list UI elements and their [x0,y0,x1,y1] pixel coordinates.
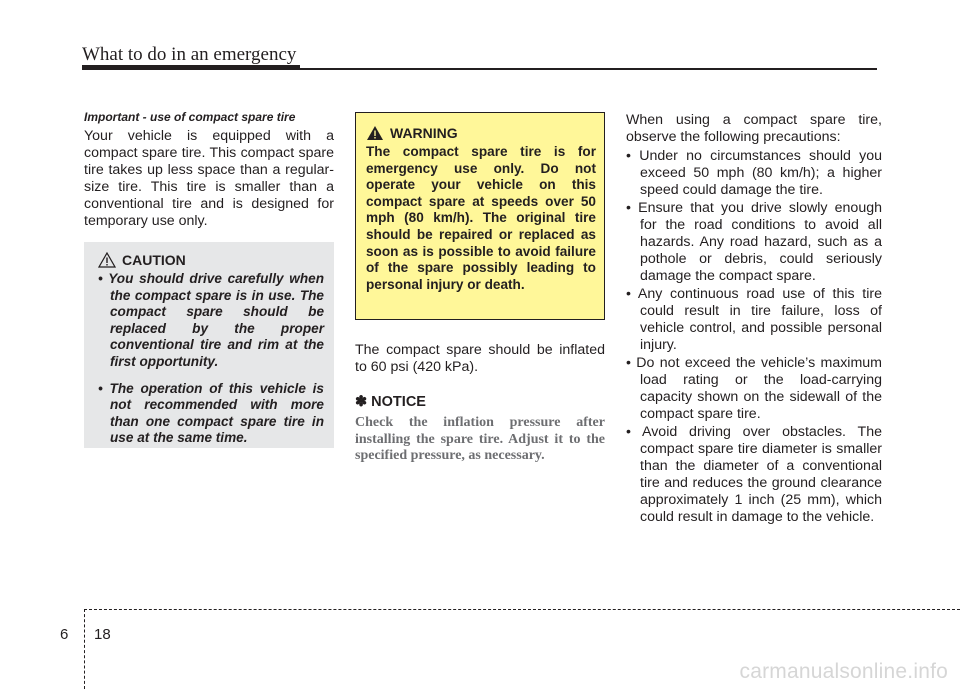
caution-item: • The operation of this vehicle is not recommended with more than one compact spare tire in use at the same time. [98,380,324,446]
caution-title: CAUTION [122,252,186,268]
precautions-list [626,148,882,527]
caution-list [98,271,324,447]
notice-title: ✽ NOTICE [355,394,426,410]
section-number: 6 [60,626,69,643]
precautions-intro: When using a compact spare tire, observe the following precautions: [626,112,882,145]
intro-paragraph: Your vehicle is equipped with a compact spare tire. This compact spare tire takes up less space than a regular-size tire. This tire is smaller than a conventional tire and is designed for temporary use only. [84,128,334,229]
notice-text: Check the inflation pressure after installing the spare tire. Adjust it to the specified pressure, as necessary. [355,415,605,463]
list-item: • Avoid driving over obstacles. The compact spare tire diameter is smaller than the diameter of a conventional tire and reduces the ground clearance approximately 1 inch (25 mm), which could result in damage to the vehicle. [626,424,882,525]
warning-text: The compact spare tire is for emergency use only. Do not operate your vehicle on this compact spare at speeds over 50 mph (80 km/h). The original tire should be repaired or replaced as soon as is possible to avoid failure of the spare possibly leading to personal injury or death. [366,144,596,292]
warning-box [355,112,605,320]
footer-divider [84,609,85,689]
header-rule-thick [82,65,300,70]
list-item: • Ensure that you drive slowly enough for the road conditions to avoid all hazards. Any road hazard, such as a pothole or debris, could seriously damage the compact spare. [626,200,882,284]
list-item: • Under no circumstances should you exceed 50 mph (80 km/h); a higher speed could damage the tire. [626,148,882,198]
list-item: • Any continuous road use of this tire could result in tire failure, loss of vehicle control, and possible personal injury. [626,286,882,353]
list-item: • Do not exceed the vehicle’s maximum load rating or the load-carrying capacity shown on the sidewall of the compact spare tire. [626,355,882,422]
page-header-title: What to do in an emergency [82,44,297,65]
header-rule-thin [300,68,877,70]
page-number: 18 [94,626,111,643]
footer-rule [84,609,960,610]
inflation-paragraph: The compact spare should be inflated to 60 psi (420 kPa). [355,342,605,375]
warning-triangle-icon [366,125,384,141]
section-subheading: Important - use of compact spare tire [84,110,296,124]
warning-title: WARNING [390,125,458,141]
watermark-text: carmanualsonline.info [739,660,948,683]
caution-box [84,242,334,448]
caution-item: • You should drive carefully when the compact spare is in use. The compact spare should be replaced by the proper conventional tire and rim at the first opportunity. [98,271,324,369]
caution-triangle-icon [98,252,116,268]
